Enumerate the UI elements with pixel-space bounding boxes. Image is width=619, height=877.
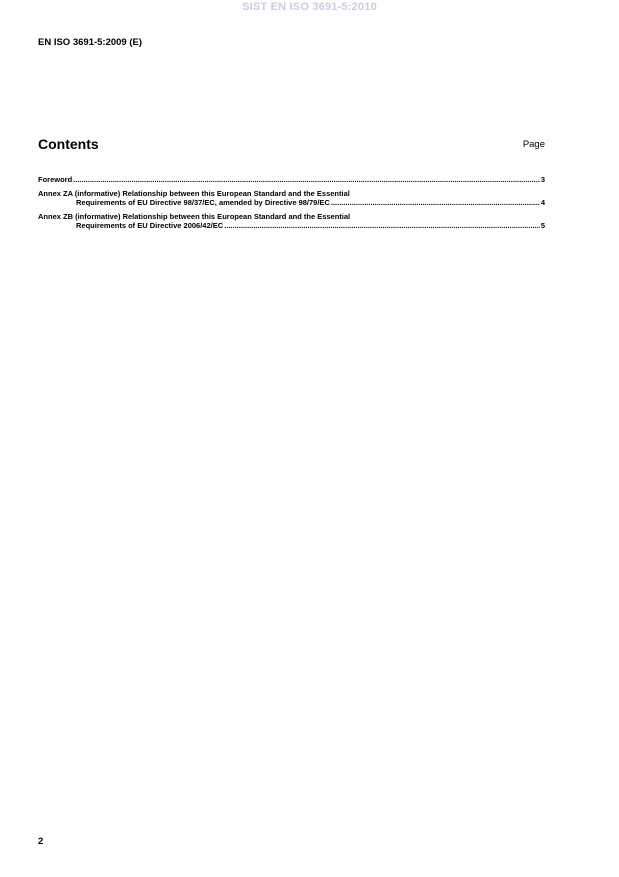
toc-line-continuation xyxy=(38,198,545,208)
toc-entry-foreword[interactable] xyxy=(38,175,545,185)
page-number: 2 xyxy=(38,836,44,847)
toc-dot-leader xyxy=(73,175,540,185)
toc-entry-title-continuation: Requirements of EU Directive 98/37/EC, amended by Directive 98/79/EC xyxy=(76,198,330,207)
contents-header xyxy=(38,135,545,155)
page-column-label: Page xyxy=(522,139,545,150)
toc-line xyxy=(38,189,545,199)
toc-line xyxy=(38,175,545,185)
table-of-contents xyxy=(38,175,545,235)
toc-line xyxy=(38,212,545,222)
toc-page-number: 4 xyxy=(540,198,545,207)
toc-dot-leader xyxy=(224,221,540,231)
watermark: SIST EN ISO 3691-5:2010 xyxy=(242,1,377,13)
toc-page-number: 3 xyxy=(540,175,545,184)
toc-dot-leader xyxy=(331,198,540,208)
toc-entry-title-continuation: Requirements of EU Directive 2006/42/EC xyxy=(76,221,224,230)
contents-title: Contents xyxy=(38,136,99,152)
toc-entry-title: Annex ZA (informative) Relationship between this European Standard and the Essential xyxy=(38,188,350,198)
toc-page-number: 5 xyxy=(540,221,545,230)
toc-entry-annex-zb[interactable] xyxy=(38,212,545,231)
toc-entry-title: Foreword xyxy=(38,175,73,184)
document-id: EN ISO 3691-5:2009 (E) xyxy=(38,37,143,48)
toc-entry-title: Annex ZB (informative) Relationship between this European Standard and the Essential xyxy=(38,211,351,221)
toc-line-continuation xyxy=(38,221,545,231)
toc-entry-annex-za[interactable] xyxy=(38,189,545,208)
